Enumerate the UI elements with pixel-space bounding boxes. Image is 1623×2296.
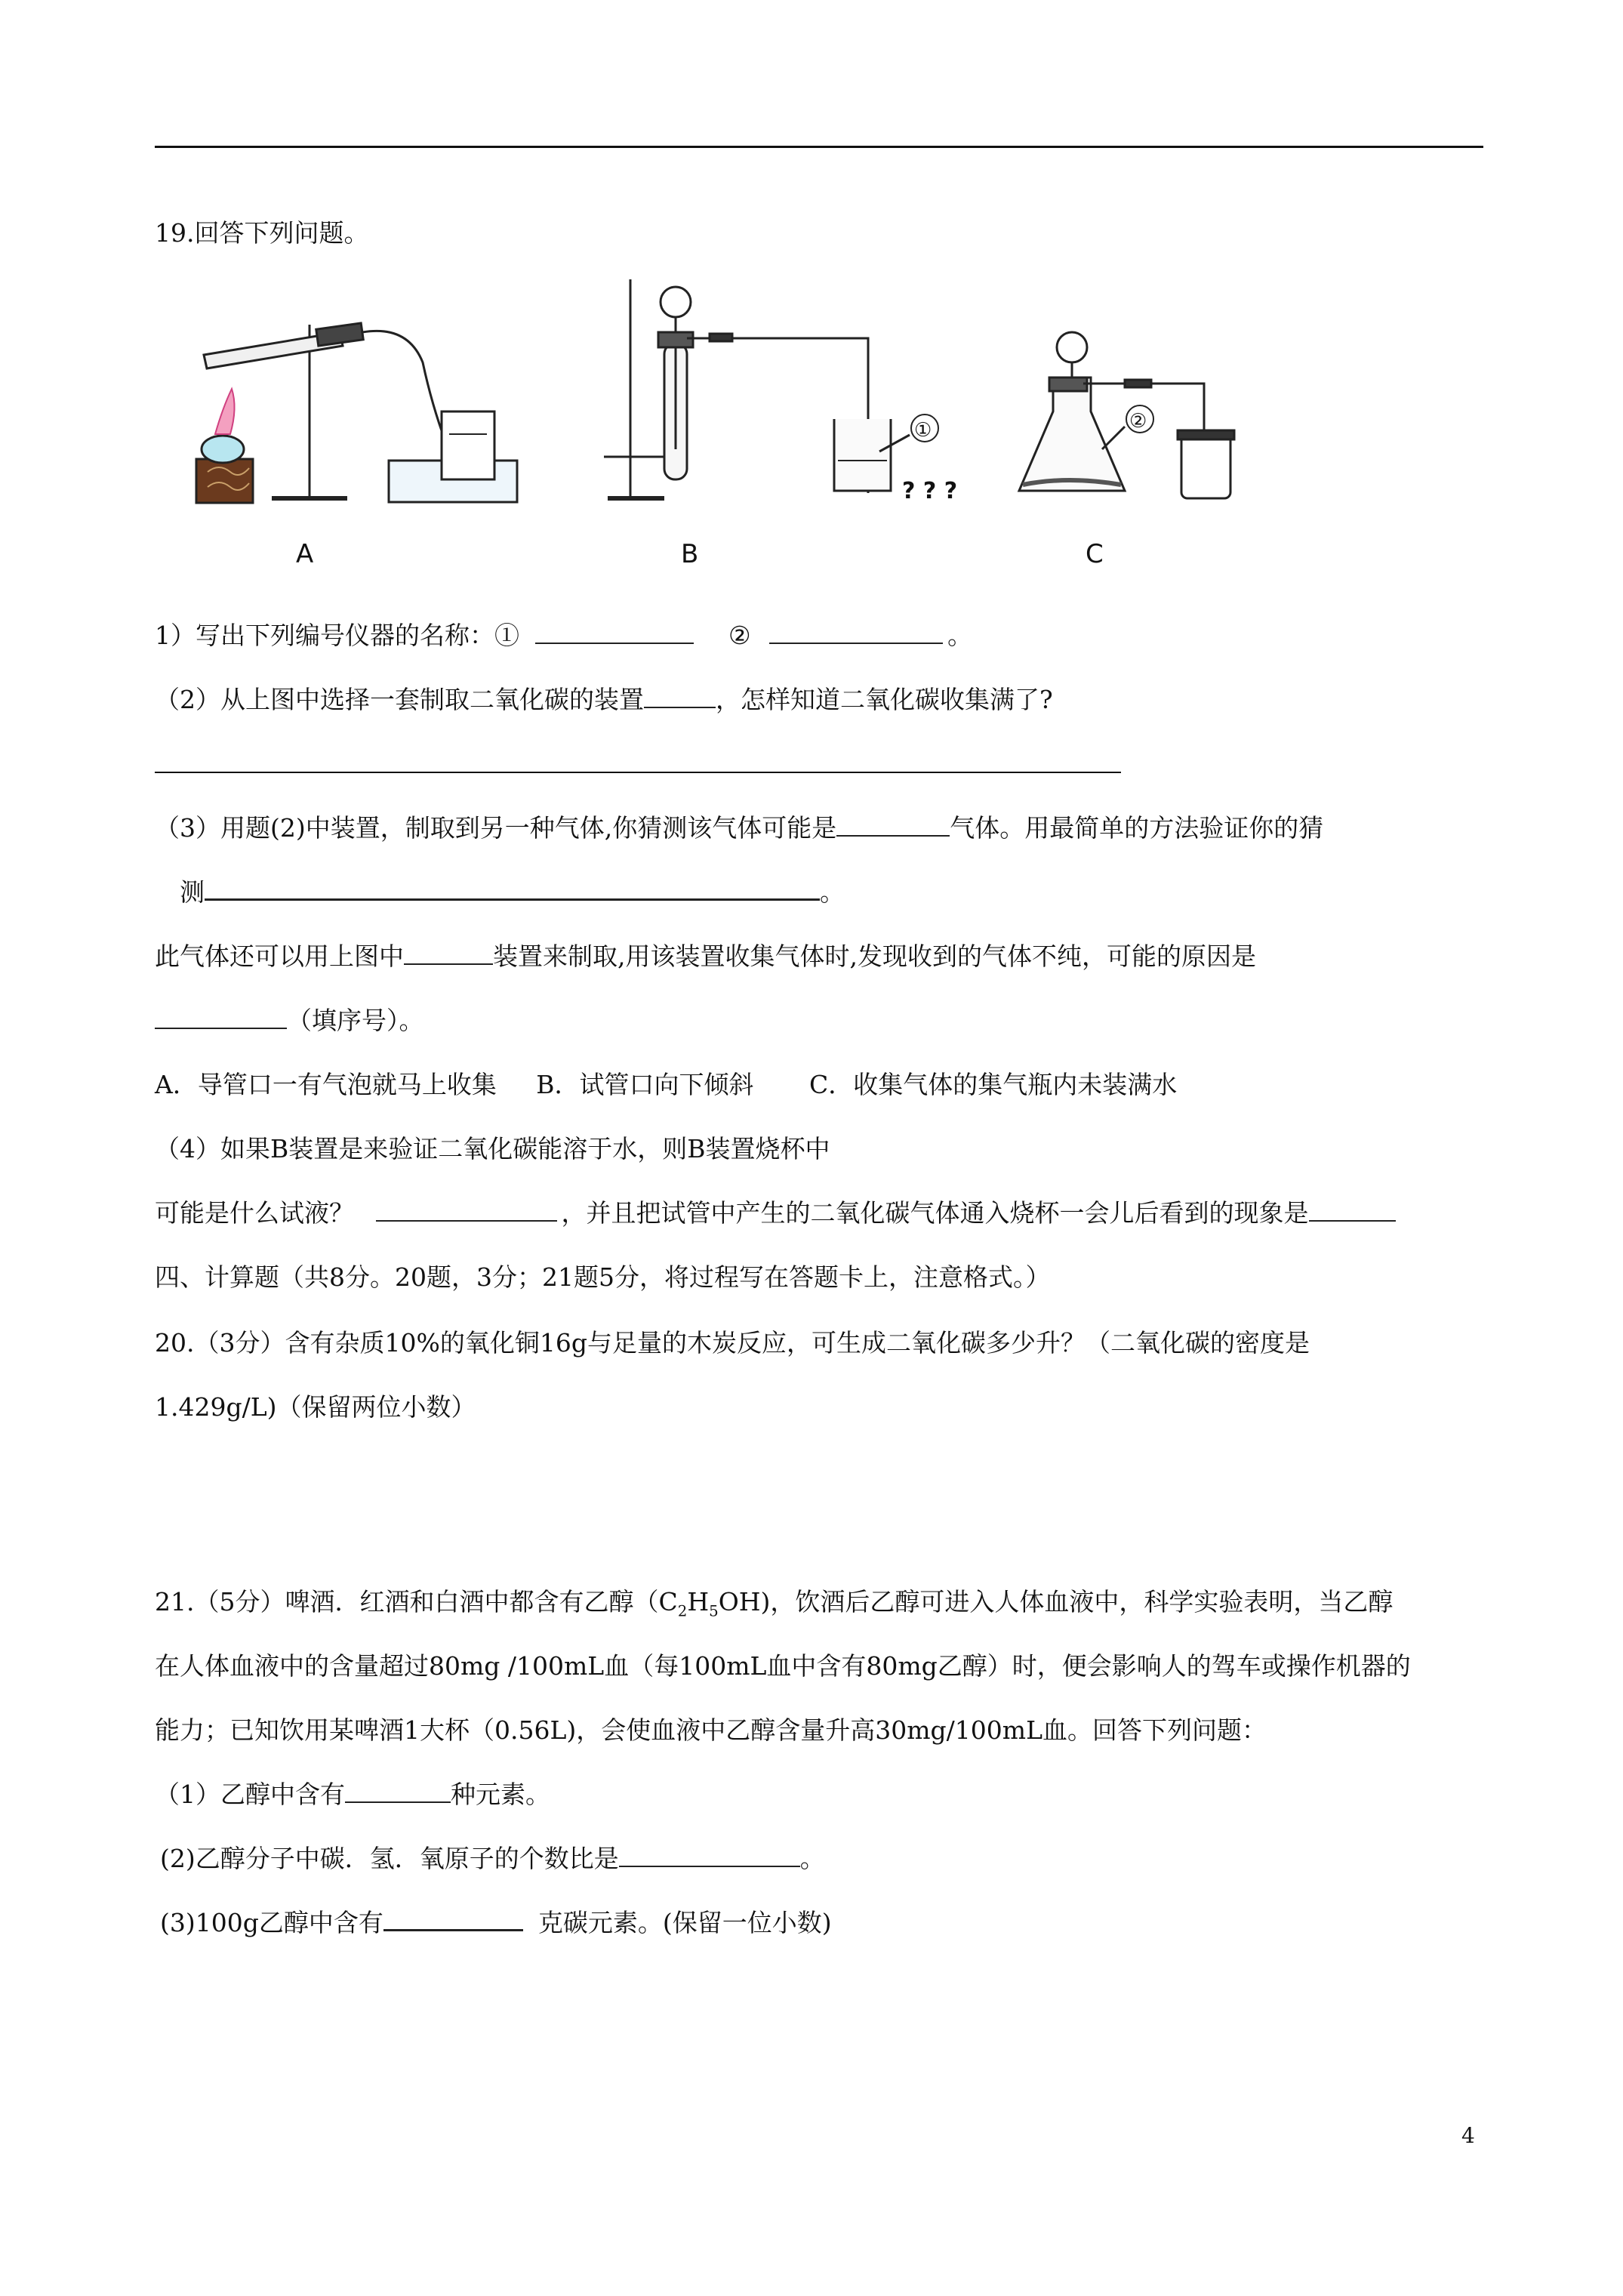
marker-1: ① xyxy=(914,419,932,442)
figure-label-b: B xyxy=(681,539,699,569)
figure-label-c: C xyxy=(1086,539,1104,569)
q19-part4: （4）如果B装置是来验证二氧化碳能溶于水，则B装置烧杯中 xyxy=(155,1134,830,1163)
q19-part2: （2）从上图中选择一套制取二氧化碳的装置 ，怎样知道二氧化碳收集满了? xyxy=(155,685,1053,714)
answer-blank-1[interactable] xyxy=(535,620,694,644)
q19-title: 19.回答下列问题。 xyxy=(155,218,369,248)
answer-blank-reason[interactable] xyxy=(155,1005,287,1029)
figure-label-a: A xyxy=(296,539,314,569)
answer-blank-device[interactable] xyxy=(644,684,716,708)
q19-part1: 1）写出下列编号仪器的名称：① ② 。 xyxy=(155,621,973,650)
answer-blank-2[interactable] xyxy=(769,620,943,644)
answer-blank-ratio[interactable] xyxy=(619,1843,800,1867)
q19-part3-device: 此气体还可以用上图中 装置来制取,用该装置收集气体时,发现收到的气体不纯，可能的原因是 xyxy=(155,942,1256,971)
q21-line1: 21.（5分）啤酒．红酒和白酒中都含有乙醇$(C_2H_5OH)$，饮酒后乙醇可进入人体血液中，科学实验表明，当乙醇 xyxy=(155,1587,1394,1620)
answer-blank-verify[interactable] xyxy=(205,876,820,901)
answer-blank-phenomenon[interactable] xyxy=(1309,1197,1396,1222)
answer-blank-device-2[interactable] xyxy=(404,941,493,965)
q21-sub1: （1）乙醇中含有 种元素。 xyxy=(155,1780,550,1809)
q21-line2: 在人体血液中的含量超过80mg /100mL血（每100mL血中含有80mg乙醇）时，便会影响人的驾车或操作机器的 xyxy=(155,1651,1411,1681)
answer-blank-elements[interactable] xyxy=(345,1779,451,1803)
answer-blank-reagent[interactable] xyxy=(376,1197,557,1222)
funnel-b xyxy=(661,287,691,317)
funnel-c xyxy=(1057,332,1087,362)
section-4-heading: 四、计算题（共8分。20题，3分；21题5分，将过程写在答题卡上，注意格式。） xyxy=(155,1262,1051,1292)
answer-blank-carbon[interactable] xyxy=(383,1906,523,1931)
question-marks: ? ? ? xyxy=(902,478,958,504)
header-rule xyxy=(155,146,1483,148)
q21-sub3: (3)100g乙醇中含有 克碳元素。(保留一位小数) xyxy=(160,1908,832,1937)
apparatus-figure xyxy=(181,272,1253,521)
q20-line1: 20.（3分）含有杂质10%的氧化铜16g与足量的木炭反应，可生成二氧化碳多少升？（二氧化碳的密度是 xyxy=(155,1328,1310,1358)
q19-part4-cont: 可能是什么试液？ ，并且把试管中产生的二氧化碳气体通入烧杯一会儿后看到的现象是 xyxy=(155,1197,1396,1230)
collecting-bottle-c xyxy=(1181,434,1230,498)
q19-part3-cont: 测 。 xyxy=(180,877,845,907)
q19-part3-fill: （填序号）。 xyxy=(155,1004,424,1037)
burner-base xyxy=(196,459,253,503)
q20-line2: 1.429g/L)（保留两位小数） xyxy=(155,1392,476,1422)
q19-part3: （3）用题(2)中装置，制取到另一种气体,你猜测该气体可能是 气体。用最简单的方法验证你的猜 xyxy=(155,813,1324,843)
q21-line3: 能力；已知饮用某啤酒1大杯（0.56L)，会使血液中乙醇含量升高30mg/100mL血。回答下列问题： xyxy=(155,1715,1267,1745)
q21-sub2: (2)乙醇分子中碳．氢．氧原子的个数比是 。 xyxy=(160,1844,825,1873)
answer-line-full-1[interactable] xyxy=(155,772,1121,773)
answer-blank-gas[interactable] xyxy=(836,812,950,837)
marker-2: ② xyxy=(1129,410,1147,433)
flask-c xyxy=(1019,378,1125,491)
q19-options: A．导管口一有气泡就马上收集 B．试管口向下倾斜 C．收集气体的集气瓶内未装满水 xyxy=(155,1070,1178,1099)
beaker-b xyxy=(834,419,891,491)
page-number: 4 xyxy=(1461,2123,1475,2148)
